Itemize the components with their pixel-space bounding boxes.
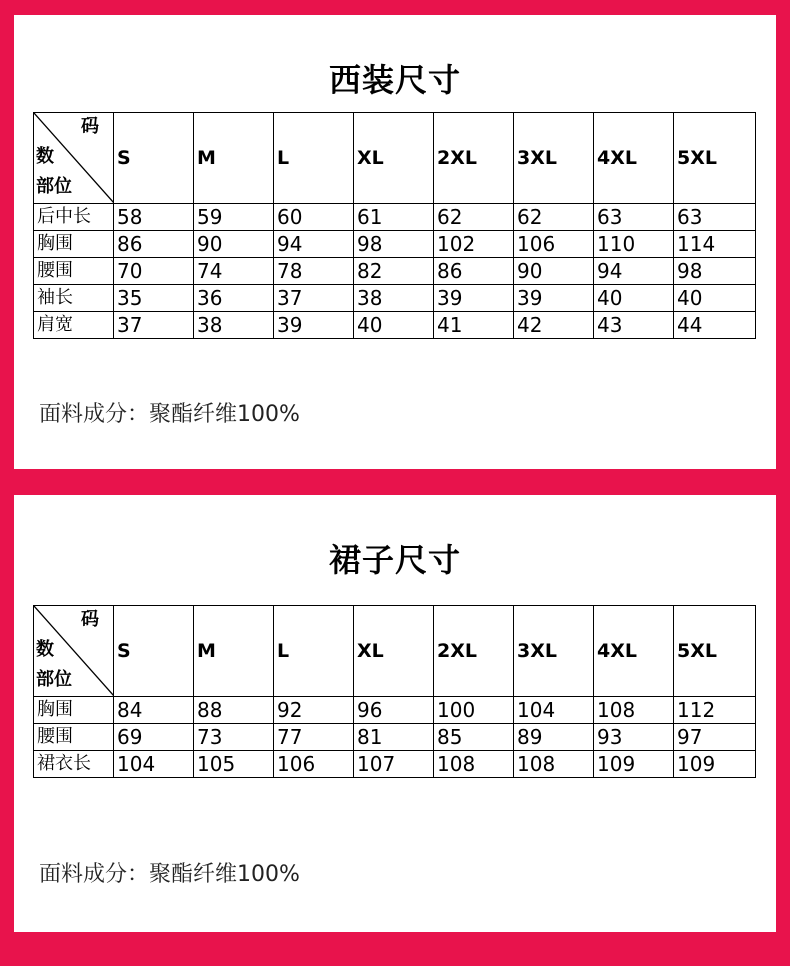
table-cell: 60 [274, 204, 354, 231]
table-cell: 42 [514, 312, 594, 339]
suit-size-table [33, 112, 756, 339]
skirt-corner-cell [34, 606, 114, 697]
table-cell: 106 [514, 231, 594, 258]
table-cell: 59 [194, 204, 274, 231]
table-cell: 81 [354, 724, 434, 751]
table-cell: 35 [114, 285, 194, 312]
table-cell: 112 [674, 697, 756, 724]
table-cell: 94 [274, 231, 354, 258]
table-cell: 82 [354, 258, 434, 285]
size-header: 2XL [434, 113, 514, 204]
table-cell: 85 [434, 724, 514, 751]
corner-number-label: 数 [36, 639, 54, 660]
table-cell: 86 [434, 258, 514, 285]
size-header: S [114, 606, 194, 697]
table-cell: 39 [434, 285, 514, 312]
table-row [34, 724, 756, 751]
table-cell: 89 [514, 724, 594, 751]
table-cell: 108 [594, 697, 674, 724]
table-row [34, 285, 756, 312]
table-cell: 62 [514, 204, 594, 231]
row-label: 裙衣长 [34, 751, 114, 778]
corner-size-label: 码 [81, 116, 99, 137]
size-header: M [194, 113, 274, 204]
table-cell: 40 [674, 285, 756, 312]
size-header: L [274, 606, 354, 697]
skirt-size-panel [14, 495, 776, 932]
skirt-size-table [33, 605, 756, 778]
size-header: XL [354, 113, 434, 204]
skirt-fabric-note: 面料成分：聚酯纤维100% [39, 862, 300, 887]
table-cell: 39 [514, 285, 594, 312]
row-label: 胸围 [34, 697, 114, 724]
size-header: 2XL [434, 606, 514, 697]
table-cell: 74 [194, 258, 274, 285]
table-cell: 63 [674, 204, 756, 231]
size-header: L [274, 113, 354, 204]
table-cell: 41 [434, 312, 514, 339]
table-cell: 84 [114, 697, 194, 724]
row-label: 袖长 [34, 285, 114, 312]
table-cell: 96 [354, 697, 434, 724]
table-cell: 98 [674, 258, 756, 285]
corner-size-label: 码 [81, 609, 99, 630]
table-cell: 38 [354, 285, 434, 312]
table-cell: 90 [514, 258, 594, 285]
size-header: S [114, 113, 194, 204]
row-label: 胸围 [34, 231, 114, 258]
table-cell: 40 [354, 312, 434, 339]
table-cell: 107 [354, 751, 434, 778]
table-cell: 58 [114, 204, 194, 231]
table-cell: 98 [354, 231, 434, 258]
table-cell: 108 [514, 751, 594, 778]
table-cell: 62 [434, 204, 514, 231]
table-cell: 109 [674, 751, 756, 778]
corner-number-label: 数 [36, 146, 54, 167]
table-cell: 37 [114, 312, 194, 339]
suit-corner-cell [34, 113, 114, 204]
table-cell: 105 [194, 751, 274, 778]
table-row [34, 204, 756, 231]
table-cell: 73 [194, 724, 274, 751]
table-row [34, 258, 756, 285]
table-cell: 63 [594, 204, 674, 231]
table-cell: 110 [594, 231, 674, 258]
table-cell: 97 [674, 724, 756, 751]
table-row [34, 697, 756, 724]
table-cell: 102 [434, 231, 514, 258]
suit-header-row [34, 113, 756, 204]
table-cell: 38 [194, 312, 274, 339]
table-cell: 86 [114, 231, 194, 258]
table-cell: 114 [674, 231, 756, 258]
table-cell: 104 [114, 751, 194, 778]
row-label: 后中长 [34, 204, 114, 231]
suit-size-panel [14, 15, 776, 469]
table-row [34, 231, 756, 258]
corner-part-label: 部位 [36, 176, 72, 197]
size-header: 4XL [594, 606, 674, 697]
row-label: 肩宽 [34, 312, 114, 339]
size-header: 5XL [674, 113, 756, 204]
size-header: XL [354, 606, 434, 697]
table-cell: 39 [274, 312, 354, 339]
size-header: 5XL [674, 606, 756, 697]
size-header: 3XL [514, 606, 594, 697]
table-cell: 94 [594, 258, 674, 285]
table-cell: 109 [594, 751, 674, 778]
table-cell: 37 [274, 285, 354, 312]
table-cell: 88 [194, 697, 274, 724]
table-cell: 77 [274, 724, 354, 751]
table-cell: 69 [114, 724, 194, 751]
suit-size-title: 西装尺寸 [328, 61, 461, 99]
table-cell: 44 [674, 312, 756, 339]
table-row [34, 751, 756, 778]
suit-fabric-note: 面料成分：聚酯纤维100% [39, 402, 300, 427]
table-cell: 36 [194, 285, 274, 312]
corner-part-label: 部位 [36, 669, 72, 690]
table-cell: 40 [594, 285, 674, 312]
table-cell: 78 [274, 258, 354, 285]
size-header: 4XL [594, 113, 674, 204]
table-cell: 92 [274, 697, 354, 724]
size-header: 3XL [514, 113, 594, 204]
table-cell: 61 [354, 204, 434, 231]
size-header: M [194, 606, 274, 697]
table-row [34, 312, 756, 339]
table-cell: 43 [594, 312, 674, 339]
table-cell: 70 [114, 258, 194, 285]
skirt-size-title: 裙子尺寸 [328, 541, 461, 579]
table-cell: 100 [434, 697, 514, 724]
table-cell: 108 [434, 751, 514, 778]
table-cell: 104 [514, 697, 594, 724]
table-cell: 90 [194, 231, 274, 258]
table-cell: 93 [594, 724, 674, 751]
row-label: 腰围 [34, 258, 114, 285]
skirt-header-row [34, 606, 756, 697]
table-cell: 106 [274, 751, 354, 778]
row-label: 腰围 [34, 724, 114, 751]
